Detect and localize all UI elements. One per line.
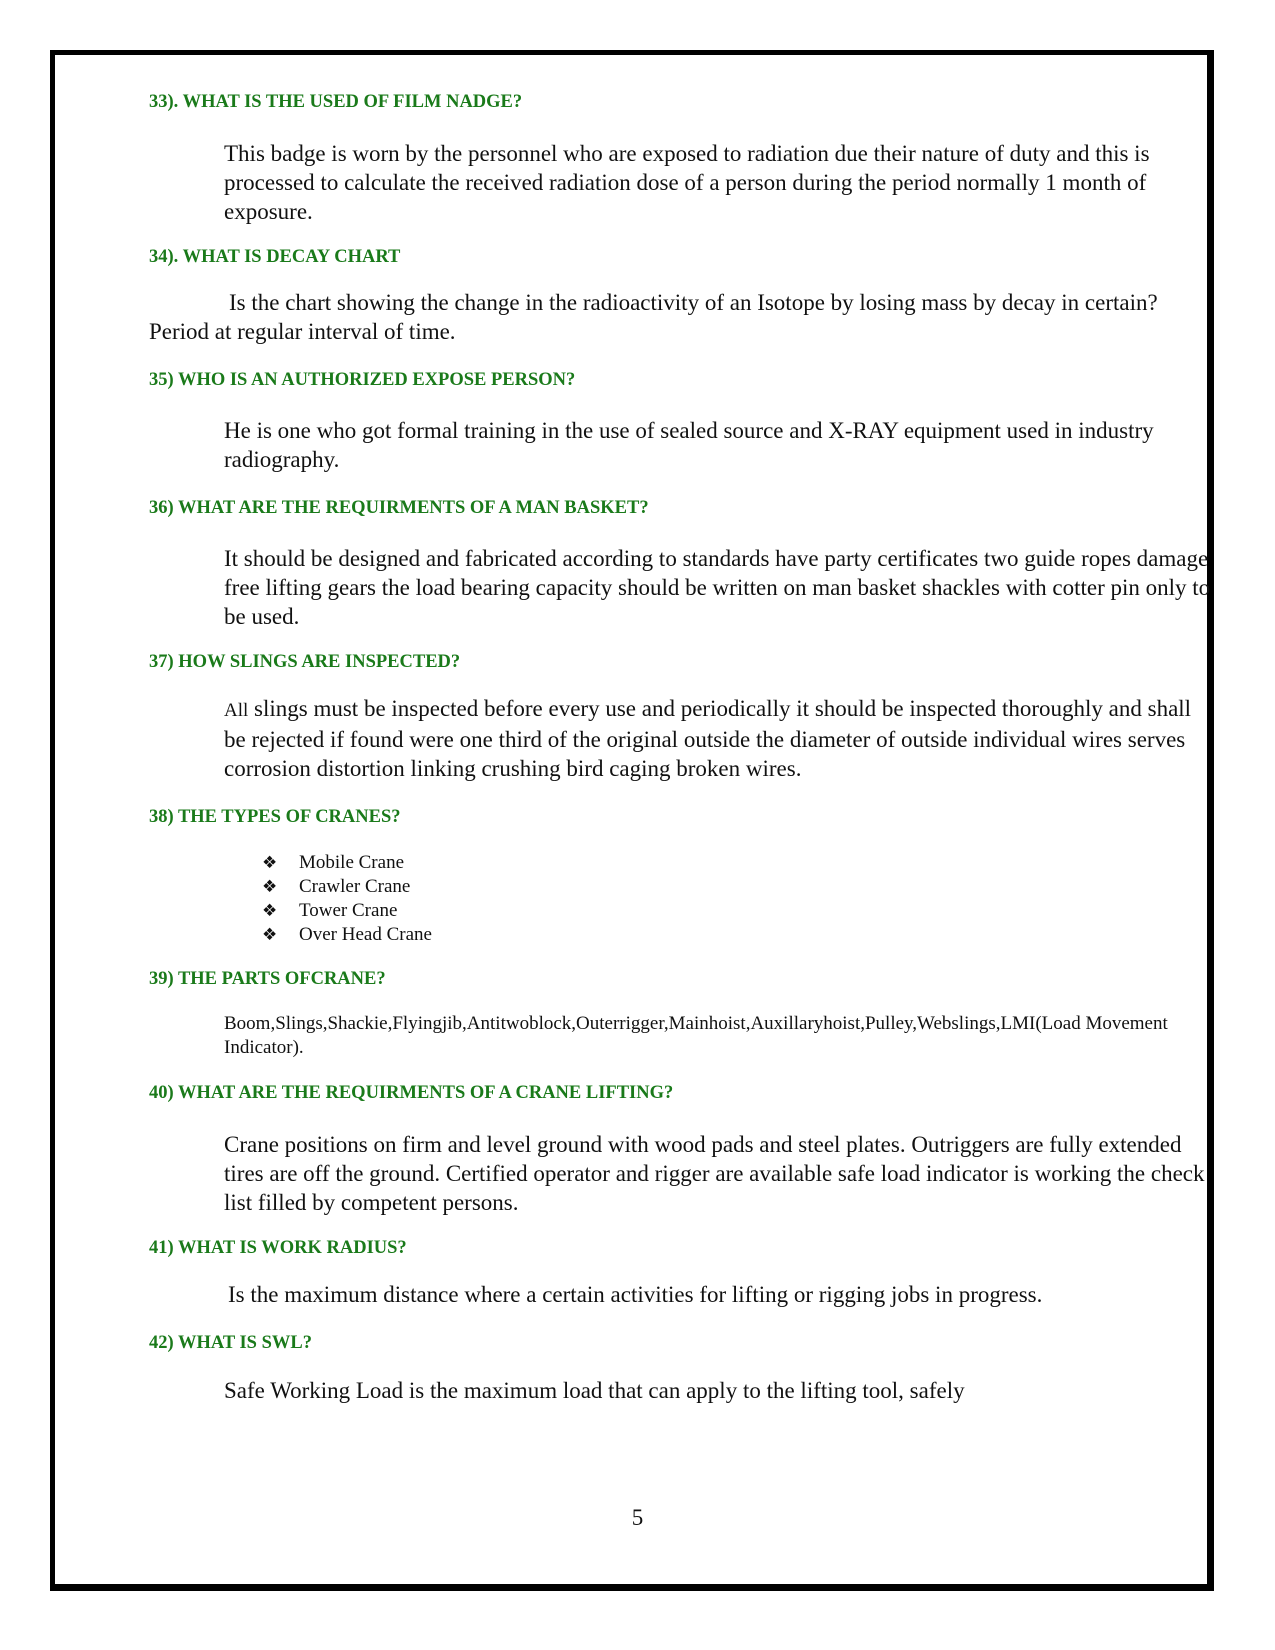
question-heading-40: 40) WHAT ARE THE REQUIRMENTS OF A CRANE LIFTING? [149,1083,674,1103]
answer-42: Safe Working Load is the maximum load that can apply to the lifting tool, safely [224,1378,965,1403]
question-heading-33: 33). WHAT IS THE USED OF FILM NADGE? [149,92,523,112]
answer-33: This badge is worn by the personnel who are exposed to radiation due their nature of duty and this is processed to calculate the received radiation dose of a person during the period normally 1 month of exposure. [224,141,1150,224]
question-heading-35: 35) WHO IS AN AUTHORIZED EXPOSE PERSON? [149,370,576,390]
answer-35: He is one who got formal training in the use of sealed source and X-RAY equipment used in industry radiography. [224,418,1154,472]
page-number: 5 [631,1505,644,1530]
list-item: ❖ Mobile Crane [262,852,405,873]
answer-36: It should be designed and fabricated according to standards have party certificates two guide ropes damage free lifting gears the load bearing capacity should be written on man basket shackles with cotter pin only to be used. [224,546,1211,629]
question-heading-36: 36) WHAT ARE THE REQUIRMENTS OF A MAN BASKET? [149,498,649,518]
question-heading-39: 39) THE PARTS OFCRANE? [149,969,386,989]
answer-37-start: All [224,700,249,721]
answer-37 [224,694,1214,783]
answer-40: Crane positions on firm and level ground with wood pads and steel plates. Outriggers are fully extended tires are off the ground. Certified operator and rigger are available safe load indicator is working the check list filled by competent persons. [224,1132,1205,1215]
answer-39: Boom,Slings,Shackie,Flyingjib,Antitwoblock,Outerrigger,Mainhoist,Auxillaryhoist,Pulley,Webslings,LMI(Load Movement Indicator). [224,1013,1168,1058]
diamond-bullet-icon: ❖ [262,925,278,945]
diamond-bullet-icon: ❖ [262,901,278,921]
list-item: ❖ Tower Crane [262,900,398,921]
question-heading-42: 42) WHAT IS SWL? [149,1333,312,1353]
answer-34: Is the chart showing the change in the radioactivity of an Isotope by losing mass by decay in certain? Period at regular interval of time. [149,290,1158,344]
diamond-bullet-icon: ❖ [262,877,278,897]
answer-37-text: slings must be inspected before every use and periodically it should be inspected thoroughly and shall be rejected if found were one third of the original outside the diameter of outside individual wires serves corrosion distortion linking crushing bird caging broken wires. [224,696,1192,781]
list-item: ❖ Over Head Crane [262,924,432,945]
question-heading-41: 41) WHAT IS WORK RADIUS? [149,1238,407,1258]
answer-41: Is the maximum distance where a certain activities for lifting or rigging jobs in progress. [228,1282,1043,1307]
crane-types-list [262,851,432,947]
question-heading-37: 37) HOW SLINGS ARE INSPECTED? [149,652,461,672]
question-heading-38: 38) THE TYPES OF CRANES? [149,807,401,827]
question-heading-34: 34). WHAT IS DECAY CHART [149,247,401,267]
list-item: ❖ Crawler Crane [262,876,411,897]
diamond-bullet-icon: ❖ [262,853,278,873]
